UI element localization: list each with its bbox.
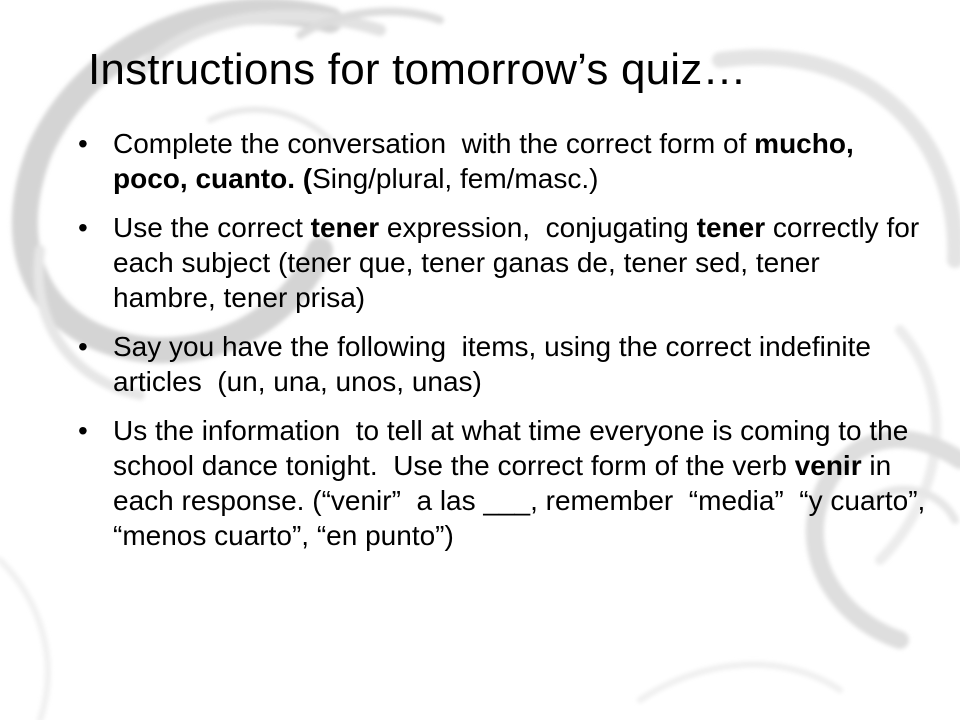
bullet-dot-icon: • <box>78 128 88 159</box>
bullet-text-run: Complete the conversation with the correct form of <box>113 128 755 159</box>
bullet-item <box>78 210 928 315</box>
bullet-item <box>78 126 928 196</box>
bullet-text-bold: mucho, poco, cuanto. ( <box>113 128 862 194</box>
bullet-dot-icon: • <box>78 212 88 243</box>
bullet-text <box>113 415 933 551</box>
bullet-text-run: expression, conjugating <box>379 212 697 243</box>
bullet-text <box>113 331 887 397</box>
bullet-dot-icon: • <box>78 415 88 446</box>
bullet-text-run: correctly for each subject (tener que, tener ganas de, tener sed, tener hambre, tener prisa) <box>113 212 927 313</box>
bullet-dot-icon: • <box>78 331 88 362</box>
bullet-text-bold: tener <box>310 212 380 243</box>
bullet-text-run: Sing/plural, fem/masc.) <box>312 163 599 194</box>
bullet-item <box>78 413 934 553</box>
bullet-text-bold: venir <box>794 450 862 481</box>
bullet-item <box>78 329 928 399</box>
bullet-text <box>113 212 927 313</box>
bullet-list <box>78 126 934 567</box>
bullet-text-bold: tener <box>696 212 766 243</box>
bullet-text-run: Us the information to tell at what time everyone is coming to the school dance tonight. Use the correct form of the verb <box>113 415 917 481</box>
bullet-text-run: in each response. (“venir” a las ___, remember “media” “y cuarto”, “menos cuarto”, “en punto”) <box>113 450 934 551</box>
bullet-text <box>113 128 862 194</box>
bullet-text-run: Say you have the following items, using the correct indefinite articles (un, una, unos, unas) <box>113 331 887 397</box>
slide-title: Instructions for tomorrow’s quiz… <box>88 45 747 94</box>
bullet-text-run: Use the correct <box>113 212 311 243</box>
